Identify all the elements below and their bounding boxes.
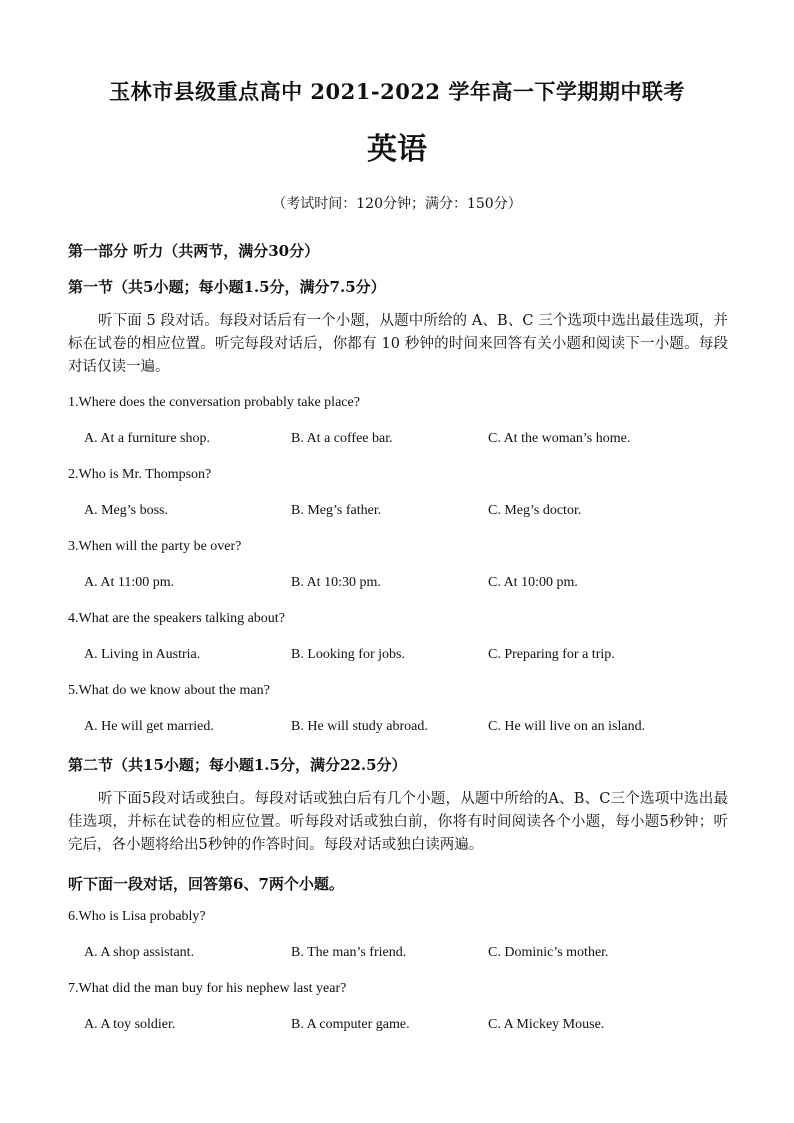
- option-b: B. At a coffee bar.: [291, 431, 393, 446]
- option-b: B. Meg’s father.: [291, 503, 382, 518]
- option-a: A. A toy soldier.: [84, 1017, 176, 1032]
- question-stem: 5.What do we know about the man?: [68, 683, 270, 698]
- option-b: B. At 10:30 pm.: [291, 575, 381, 590]
- section-two-instruction: 听下面5段对话或独白。每段对话或独白后有几个小题，从题中所给的A、B、C三个选项中选出最佳选项，并标在试卷的相应位置。听每段对话或独白前，你将有时间阅读各个小题，每小题5秒钟；听完后，各小题将给出5秒钟的作答时间。每段对话或独白读两遍。: [68, 791, 728, 853]
- question-stem: 4.What are the speakers talking about?: [68, 611, 285, 626]
- option-c: C. A Mickey Mouse.: [488, 1017, 605, 1032]
- question-stem: 2.Who is Mr. Thompson?: [68, 467, 212, 482]
- section-one-instruction: 听下面 5 段对话。每段对话后有一个小题，从题中所给的 A、B、C 三个选项中选出最佳选项，并标在试卷的相应位置。听完每段对话后，你都有 10 秒钟的时间来回答有关小题和阅读下一小题。每段对话仅读一遍。: [68, 313, 728, 375]
- part-one-heading: 第一部分 听力（共两节，满分30分）: [68, 242, 320, 260]
- option-c: C. Preparing for a trip.: [488, 647, 615, 662]
- question-stem: 7.What did the man buy for his nephew last year?: [68, 981, 347, 996]
- exam-info: （考试时间：120分钟；满分：150分）: [272, 196, 522, 212]
- option-c: C. Dominic’s mother.: [488, 945, 609, 960]
- option-c: C. At the woman’s home.: [488, 431, 631, 446]
- question-stem: 1.Where does the conversation probably take place?: [68, 395, 360, 410]
- option-a: A. He will get married.: [84, 719, 214, 734]
- option-b: B. The man’s friend.: [291, 945, 407, 960]
- option-a: A. Meg’s boss.: [84, 503, 169, 518]
- option-a: A. At a furniture shop.: [84, 431, 210, 446]
- option-c: C. Meg’s doctor.: [488, 503, 582, 518]
- question-stem: 6.Who is Lisa probably?: [68, 909, 206, 924]
- exam-title: 玉林市县级重点高中 2021-2022 学年高一下学期期中联考: [109, 79, 685, 104]
- option-a: A. Living in Austria.: [84, 647, 201, 662]
- subject-title: 英语: [367, 132, 427, 167]
- option-b: B. A computer game.: [291, 1017, 410, 1032]
- option-b: B. Looking for jobs.: [291, 647, 405, 662]
- option-a: A. A shop assistant.: [84, 945, 195, 960]
- option-c: C. He will live on an island.: [488, 719, 646, 734]
- option-a: A. At 11:00 pm.: [84, 575, 175, 590]
- question-stem: 3.When will the party be over?: [68, 539, 242, 554]
- section-one-heading: 第一节（共5小题；每小题1.5分，满分7.5分）: [68, 278, 386, 296]
- option-b: B. He will study abroad.: [291, 719, 428, 734]
- dialogue-intro: 听下面一段对话，回答第6、7两个小题。: [68, 875, 344, 893]
- section-two-heading: 第二节（共15小题；每小题1.5分，满分22.5分）: [68, 756, 407, 774]
- option-c: C. At 10:00 pm.: [488, 575, 578, 590]
